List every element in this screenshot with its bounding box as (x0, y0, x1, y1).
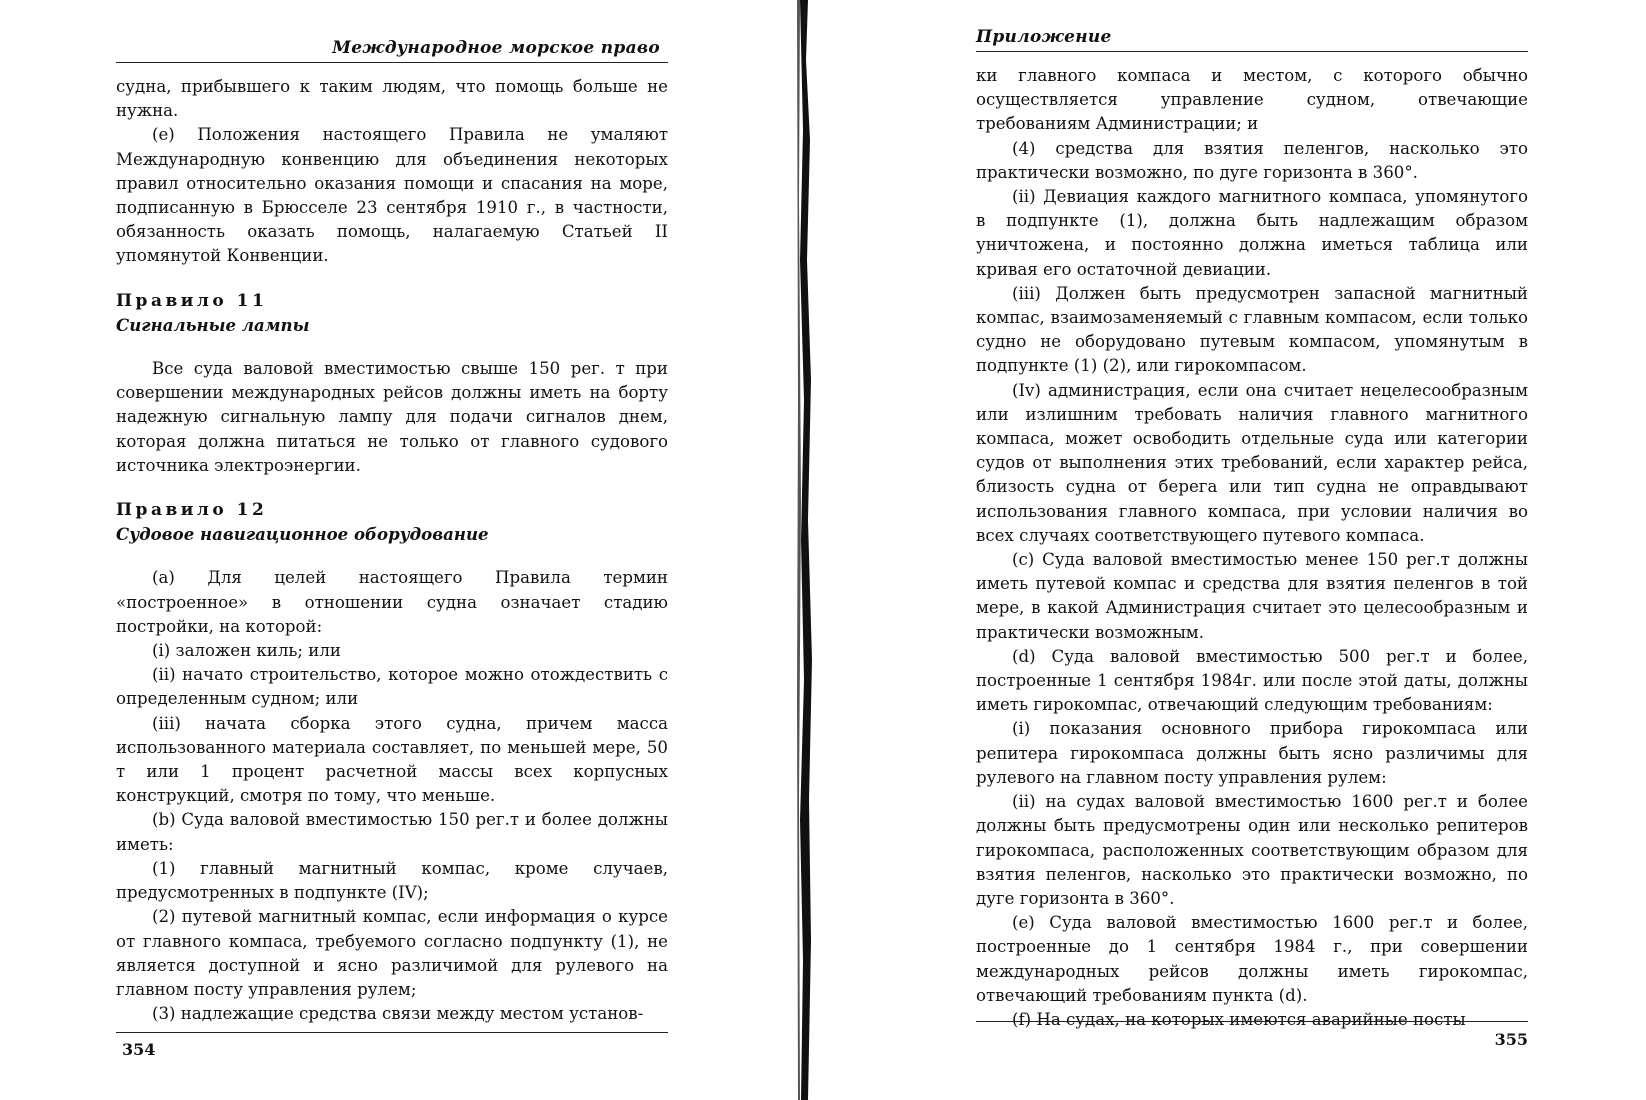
right-body (976, 64, 1528, 1032)
left-page (0, 0, 820, 1100)
rule-12-title: Правило 12 (116, 500, 268, 521)
page-number-right: 355 (1494, 1030, 1528, 1049)
paragraph: (ii) на судах валовой вместимостью 1600 рег.т и более должны быть предусмотрены один или несколько репитеров гирокомпаса, расположенных соответствующим образом для взятия пеленгов, насколько это практически возможно, по дуге горизонта в 360°. (976, 792, 1528, 908)
paragraph: (4) средства для взятия пеленгов, насколько это практически возможно, по дуге горизонта в 360°. (976, 138, 1528, 182)
footer-rule-left (116, 1032, 668, 1033)
paragraph: (a) Для целей настоящего Правила термин «построенное» в отношении судна означает стадию постройки, на которой: (116, 568, 668, 636)
paragraph: (e) Положения настоящего Правила не умаляют Международную конвенцию для объединения некоторых правил относительно оказания помощи и спасания на море, подписанную в Брюсселе 23 сентября 1910 г., в частности, обязанность оказать помощь, налагаемую Статьей II упомянутой Конвенции. (116, 125, 668, 266)
running-head-right: Приложение (976, 27, 1112, 47)
paragraph: (i) заложен киль; или (152, 641, 341, 661)
rule-12-subtitle: Судовое навигационное оборудование (116, 524, 489, 545)
paragraph: (i) показания основного прибора гирокомпаса или репитера гирокомпаса должны быть ясно различимы для рулевого на главном посту управления рулем: (976, 719, 1528, 787)
paragraph: (c) Суда валовой вместимостью менее 150 рег.т должны иметь путевой компас и средства для взятия пеленгов в той мере, в какой Администрация считает это целесообразным и практически возможным. (976, 550, 1528, 642)
paragraph: (e) Суда валовой вместимостью 1600 рег.т и более, построенные до 1 сентября 1984 г., при совершении международных рейсов должны иметь гирокомпас, отвечающий требованиям пункта (d). (976, 913, 1528, 1005)
paragraph: (ii) Девиация каждого магнитного компаса, упомянутого в подпункте (1), должна быть надлежащим образом уничтожена, и постоянно должна иметься таблица или кривая его остаточной девиации. (976, 187, 1528, 279)
paragraph: (1) главный магнитный компас, кроме случаев, предусмотренных в подпункте (IV); (116, 858, 668, 903)
paragraph: (ii) начато строительство, которое можно отождествить с определенным судном; или (116, 665, 668, 709)
footer-rule-right (976, 1021, 1528, 1022)
paragraph: (Iv) администрация, если она считает нецелесообразным или излишним требовать наличия главного магнитного компаса, может освободить отдельные суда или категории судов от выполнения этих требований, если характер рейса, близость судна от берега или тип судна не оправдывают использования главного компаса, при условии наличия во всех случаях соответствующего путевого компаса. (976, 380, 1528, 545)
header-rule-left (116, 62, 668, 63)
paragraph: (iii) Должен быть предусмотрен запасной магнитный компас, взаимозаменяемый с главным компасом, если только судно не оборудовано путевым компасом, упомянутым в подпункте (1) (2), или гирокомпасом. (976, 283, 1528, 376)
paragraph: (iii) начата сборка этого судна, причем масса использованного материала составляет, по меньшей мере, 50 т или 1 процент расчетной массы всех корпусных конструкций, смотря по тому, что меньше. (116, 713, 668, 806)
left-body (116, 75, 668, 1026)
page-number-left: 354 (122, 1040, 156, 1059)
rule-11-text: Все суда валовой вместимостью свыше 150 рег. т при совершении международных рейсов должны иметь на борту надежную сигнальную лампу для подачи сигналов днем, которая должна питаться не только от главного судового источника электроэнергии. (116, 359, 668, 475)
header-rule-right (976, 51, 1528, 52)
paragraph: ки главного компаса и местом, с которого обычно осуществляется управление судном, отвечающие требованиям Администрации; и (976, 66, 1528, 134)
running-head-left: Международное морское право (332, 38, 660, 58)
paragraph: судна, прибывшего к таким людям, что помощь больше не нужна. (116, 77, 668, 121)
paragraph: (2) путевой магнитный компас, если информация о курсе от главного компаса, требуемого согласно подпункту (1), не является доступной и ясно различимой для рулевого на главном посту управления рулем; (116, 907, 668, 999)
rule-11-subtitle: Сигнальные лампы (116, 314, 310, 335)
paragraph: (f) На судах, на которых имеются аварийные посты (1012, 1009, 1466, 1029)
paragraph: (b) Суда валовой вместимостью 150 рег.т и более должны иметь: (116, 810, 668, 854)
paragraph: (3) надлежащие средства связи между местом установ- (152, 1004, 644, 1024)
book-gutter (792, 0, 818, 1100)
paragraph: (d) Суда валовой вместимостью 500 рег.т и более, построенные 1 сентября 1984г. или после этой даты, должны иметь гирокомпас, отвечающий следующим требованиям: (976, 646, 1528, 715)
right-page (820, 0, 1646, 1100)
rule-11-title: Правило 11 (116, 290, 268, 311)
